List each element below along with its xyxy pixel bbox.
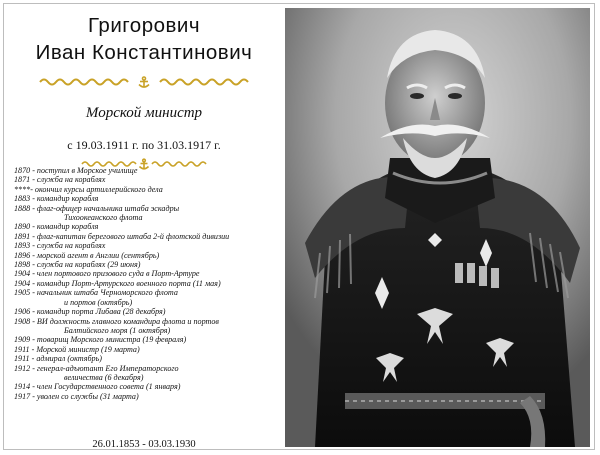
portrait-photo [285,8,590,447]
biography-entry: 1906 - командир порта Либава (28 декабря) [14,307,166,317]
biography-entry: 1888 - флаг-офицер начальника штаба эскадры [14,203,180,213]
biography-list [14,166,280,401]
biography-entry: 1898 - служба на кораблях (29 июня) [14,260,141,270]
biography-entry: ****- окончил курсы артиллерийского дела [14,184,163,194]
biography-entry: 1917 - уволен со службы (31 марта) [14,391,139,401]
biography-entry: 1904 - член портового призового суда в Порт-Артуре [14,269,200,279]
term-of-office: с 19.03.1911 г. по 31.03.1917 г. [67,138,221,152]
biography-entry: 1912 - генерал-адъютант Его Императорского [14,363,179,373]
biography-entry: 1911 - Морской министр (19 марта) [14,344,140,354]
biography-entry-continuation: величества (6 декабря) [64,372,144,382]
biography-entry: 1891 - флаг-капитан берегового штаба 2-й флотской дивизии [14,231,230,241]
biography-entry: 1911 - адмирал (октябрь) [14,354,102,364]
anchor-divider-icon [38,76,250,88]
text-column [10,8,278,448]
position-title: Морской министр [85,105,203,121]
biography-entry: 1890 - командир корабля [14,222,99,232]
biography-entry: 1908 - ВИ должность главного командира флота и портов [14,316,219,326]
biography-entry: 1871 - служба на кораблях [14,175,106,185]
biography-entry: 1870 - поступил в Морское училище [14,166,138,175]
biography-entry-continuation: и портов (октябрь) [64,297,133,307]
given-names: Иван Константинович [35,41,253,64]
biography-entry: 1904 - командир Порт-Артурского военного порта (11 мая) [14,278,221,288]
portrait-image [285,8,590,447]
biography-entry-continuation: Тихоокеанского флота [64,213,143,223]
biography-entry: 1883 - командир корабля [14,194,99,204]
biography-entry: 1914 - член Государственного совета (1 января) [14,382,181,392]
life-dates: 26.01.1853 - 03.03.1930 [92,439,196,450]
biography-entry: 1896 - морской агент в Англии (сентябрь) [14,250,160,260]
surname: Григорович [87,14,201,37]
biography-entry-continuation: Балтийского моря (1 октября) [64,325,171,335]
biography-entry: 1909 - товарищ Морского министра (19 февраля) [14,335,187,345]
biography-entry: 1905 - начальник штаба Черноморского флота [14,288,178,298]
biography-entry: 1893 - служба на кораблях [14,241,106,251]
